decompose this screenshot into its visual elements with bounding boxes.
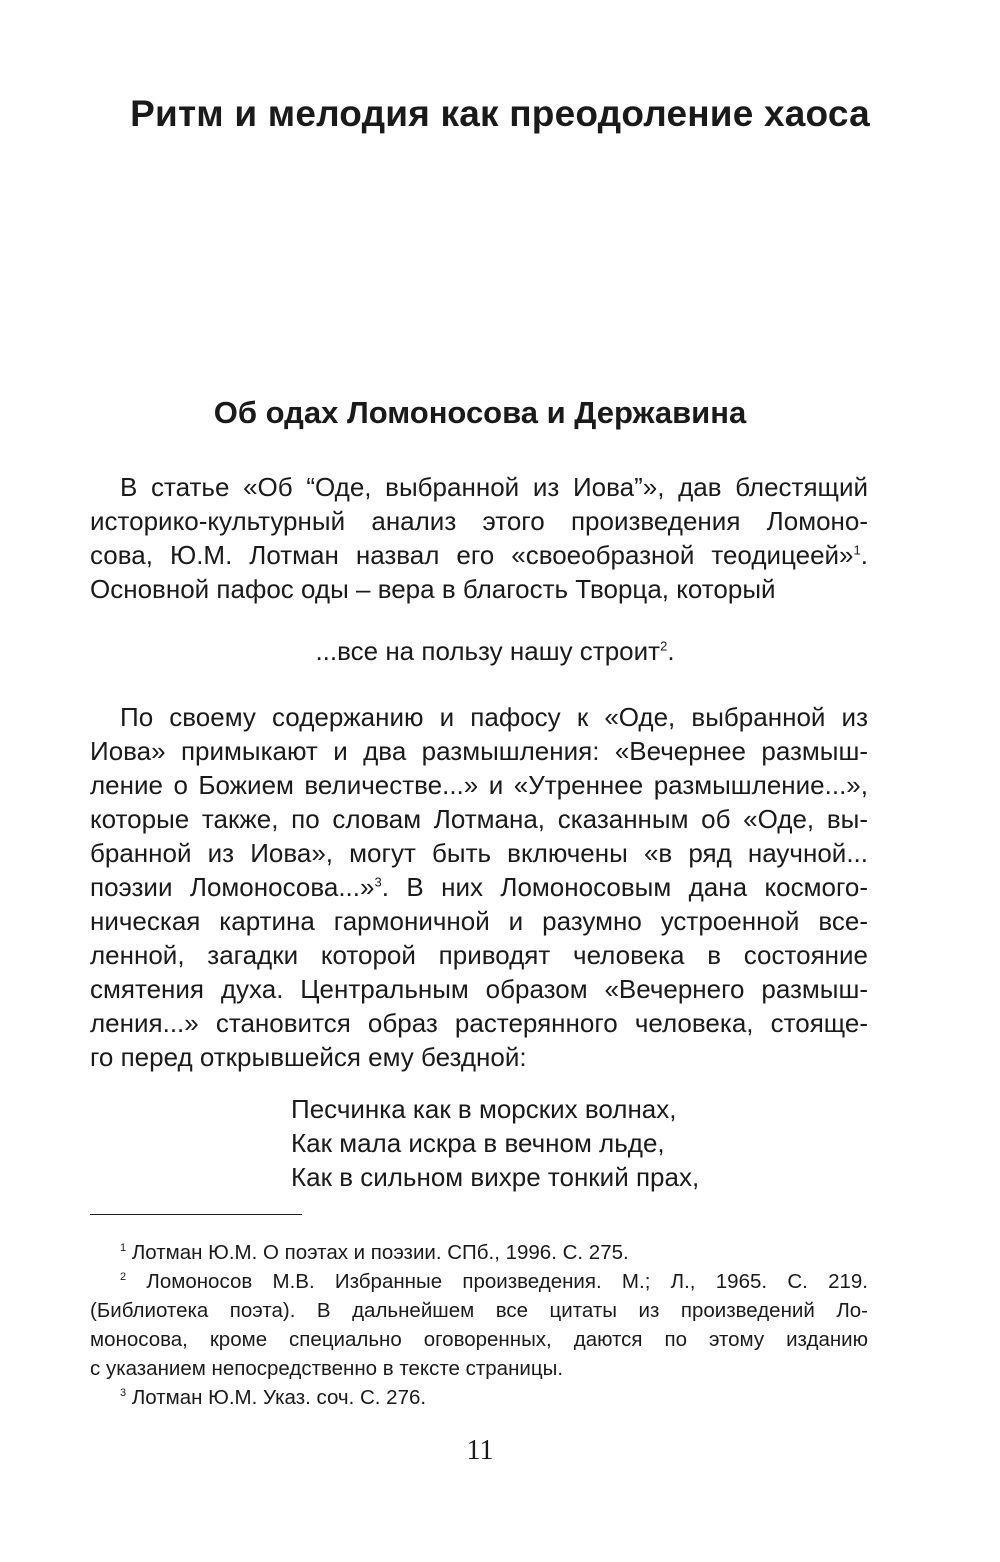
text-line: историко-культурный анализ этого произведения Ломоно- xyxy=(90,506,868,536)
footnote-1 xyxy=(120,1238,868,1267)
text-fragment: поэзии Ломоносова...» xyxy=(90,872,375,902)
footnote-text: Лотман Ю.М. Указ. соч. С. 276. xyxy=(131,1386,427,1409)
footnote-text: Лотман Ю.М. О поэтах и поэзии. СПб., 1996. С. 275. xyxy=(131,1241,629,1264)
text-line: бранной из Иова», могут быть включены «в ряд научной... xyxy=(90,838,868,868)
section-title: Ритм и мелодия как преодоление хаоса xyxy=(130,93,870,134)
footnote-separator xyxy=(90,1214,302,1215)
page-number: 11 xyxy=(466,1435,494,1466)
text-line: ления...» становится образ растерянного человека, стояще- xyxy=(90,1008,868,1038)
text-fragment: сова, Ю.М. Лотман назвал его «своеобразной теодицеей» xyxy=(90,540,854,570)
footnote-line: (Библиотека поэта). В дальнейшем все цитаты из произведений Ло- xyxy=(90,1299,868,1322)
text-line: смятения духа. Центральным образом «Вечернего размыш- xyxy=(90,974,868,1004)
text-line: В статье «Об “Оде, выбранной из Иова”», дав блестящий xyxy=(120,472,868,502)
footnote-line: моносова, кроме специально оговоренных, даются по этому изданию xyxy=(90,1328,868,1351)
text-fragment: . xyxy=(860,540,868,570)
footnote-number: 1 xyxy=(120,1242,127,1255)
quotation xyxy=(0,634,990,668)
footnote-ref: 3 xyxy=(374,874,382,890)
text-line: По своему содержанию и пафосу к «Оде, выбранной из xyxy=(120,702,868,732)
text-line: Основной пафос оды – вера в благость Творца, который xyxy=(90,574,776,604)
footnote-2 xyxy=(120,1267,868,1296)
footnote-number: 3 xyxy=(120,1387,127,1400)
text-fragment: . xyxy=(667,636,675,666)
footnote-ref: 2 xyxy=(660,638,668,654)
text-line: ническая картина гармоничной и разумно устроенной все- xyxy=(90,906,868,936)
verse-line: Песчинка как в морских волнах, xyxy=(291,1094,677,1124)
footnote-ref: 1 xyxy=(853,542,861,558)
chapter-title: Об одах Ломоносова и Державина xyxy=(213,395,747,430)
text-fragment: . В них Ломоносовым дана космого- xyxy=(381,872,868,902)
footnote-number: 2 xyxy=(120,1271,127,1284)
text-line xyxy=(90,538,868,572)
text-line: го перед открывшейся ему бездной: xyxy=(90,1042,527,1072)
text-line: Иова» примыкают и два размышления: «Вечернее размыш- xyxy=(90,736,868,766)
text-line: которые также, по словам Лотмана, сказанным об «Оде, вы- xyxy=(90,804,868,834)
quotation-text: ...все на пользу нашу строит xyxy=(315,636,661,666)
footnote-text: Ломоносов М.В. Избранные произведения. М.; Л., 1965. С. 219. xyxy=(146,1270,868,1293)
verse-line: Как мала искра в вечном льде, xyxy=(291,1128,665,1158)
text-line xyxy=(90,870,868,904)
footnote-3 xyxy=(120,1383,868,1412)
text-line: ление о Божием величестве...» и «Утреннее размышление...», xyxy=(90,770,868,800)
text-line: ленной, загадки которой приводят человека в состояние xyxy=(90,940,868,970)
verse-line: Как в сильном вихре тонкий прах, xyxy=(291,1162,700,1192)
footnote-line: с указанием непосредственно в тексте страницы. xyxy=(90,1357,564,1380)
